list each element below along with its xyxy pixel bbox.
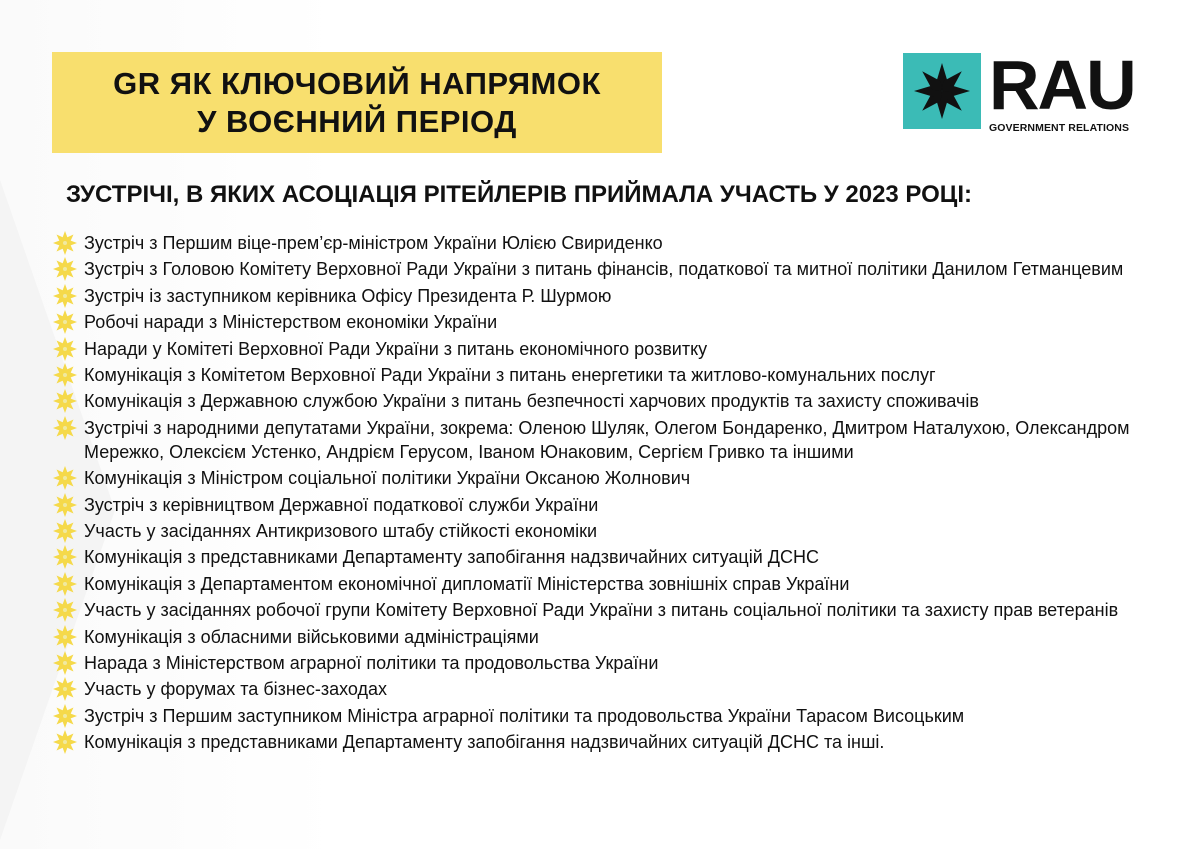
list-item [52,572,1162,597]
list-item [52,704,1162,729]
list-item [52,545,1162,570]
star-bullet-icon [52,336,78,362]
list-item [52,337,1162,362]
star-bullet-icon [52,362,78,388]
list-item-text: Наради у Комітеті Верховної Ради України з питань економічного розвитку [84,338,708,359]
logo-text: RAU [989,46,1135,124]
list-item-text: Комунікація з Державною службою України з питань безпечності харчових продуктів та захисту споживачів [84,391,979,412]
star-bullet-icon [52,571,78,597]
logo-subtitle: GOVERNMENT RELATIONS [989,122,1130,134]
list-item [52,231,1162,256]
list-item [52,466,1162,491]
title-line-2: У ВОЄННИЙ ПЕРІОД [197,103,517,139]
list-item-text: Участь у форумах та бізнес-заходах [84,679,388,700]
list-item-text: Нарада з Міністерством аграрної політики та продовольства України [84,653,659,674]
list-item [52,310,1162,335]
star-bullet-icon [52,465,78,491]
list-item-text: Комунікація з Комітетом Верховної Ради України з питань енергетики та житлово-комунальних послуг [84,364,936,385]
list-item-text: Зустріч із заступником керівника Офісу Президента Р. Шурмою [84,285,612,306]
list-item-text: Робочі наради з Міністерством економіки України [84,312,498,333]
list-item [52,257,1162,282]
list-item [52,493,1162,518]
list-item [52,625,1162,650]
list-item [52,389,1162,414]
list-item-text: Комунікація з представниками Департаменту запобігання надзвичайних ситуацій ДСНС [84,547,819,568]
list-item [52,416,1162,465]
list-item-text: Зустріч з Головою Комітету Верховної Ради України з питань фінансів, податкової та митної політики Данилом Гетманцевим [84,259,1124,280]
list-item-text: Зустріч з керівництвом Державної податкової служби України [84,494,599,515]
list-item [52,363,1162,388]
list-item [52,519,1162,544]
list-item-text: Зустріч з Першим віце-прем’єр-міністром України Юлією Свириденко [84,233,663,253]
star-logo-icon [903,53,981,129]
star-bullet-icon [52,597,78,623]
title-banner [52,52,662,153]
star-bullet-icon [52,544,78,570]
star-bullet-icon [52,650,78,676]
star-bullet-icon [52,703,78,729]
list-item-text: Зустрічі з народними депутатами України, зокрема: Оленою Шуляк, Олегом Бондаренко, Дмитром Наталухою, Олександром Мережко, Олексієм Устенко, Андрієм Герусом, Іваном Юнаковим, Сергієм Гривко та іншими [84,417,1130,463]
star-bullet-icon [52,230,78,256]
title-line-1: GR ЯК КЛЮЧОВИЙ НАПРЯМОК [113,65,601,101]
list-item [52,598,1162,623]
list-item-text: Участь у засіданнях Антикризового штабу стійкості економіки [84,521,598,542]
section-heading: ЗУСТРІЧІ, В ЯКИХ АСОЦІАЦІЯ РІТЕЙЛЕРІВ ПРИЙМАЛА УЧАСТЬ У 2023 РОЦІ: [66,181,972,208]
rau-logo [903,46,1135,135]
star-bullet-icon [52,492,78,518]
list-item-text: Комунікація з Міністром соціальної політики України Оксаною Жолнович [84,468,691,489]
star-bullet-icon [52,309,78,335]
star-bullet-icon [52,518,78,544]
list-item-text: Комунікація з Департаментом економічної дипломатії Міністерства зовнішніх справ України [84,573,850,594]
list-item-text: Комунікація з представниками Департаменту запобігання надзвичайних ситуацій ДСНС та інші. [84,732,885,753]
star-bullet-icon [52,256,78,282]
list-item-text: Комунікація з обласними військовими адміністраціями [84,626,539,647]
star-bullet-icon [52,283,78,309]
list-item [52,284,1162,309]
list-item [52,677,1162,702]
meetings-list [52,231,1162,757]
list-item [52,730,1162,755]
list-item-text: Участь у засіданнях робочої групи Комітету Верховної Ради України з питань соціальної політики та захисту прав ветеранів [84,600,1119,621]
list-item-text: Зустріч з Першим заступником Міністра аграрної політики та продовольства України Тарасом Висоцьким [84,705,965,726]
star-bullet-icon [52,624,78,650]
star-bullet-icon [52,676,78,702]
star-bullet-icon [52,729,78,755]
star-bullet-icon [52,415,78,441]
star-bullet-icon [52,388,78,414]
list-item [52,651,1162,676]
